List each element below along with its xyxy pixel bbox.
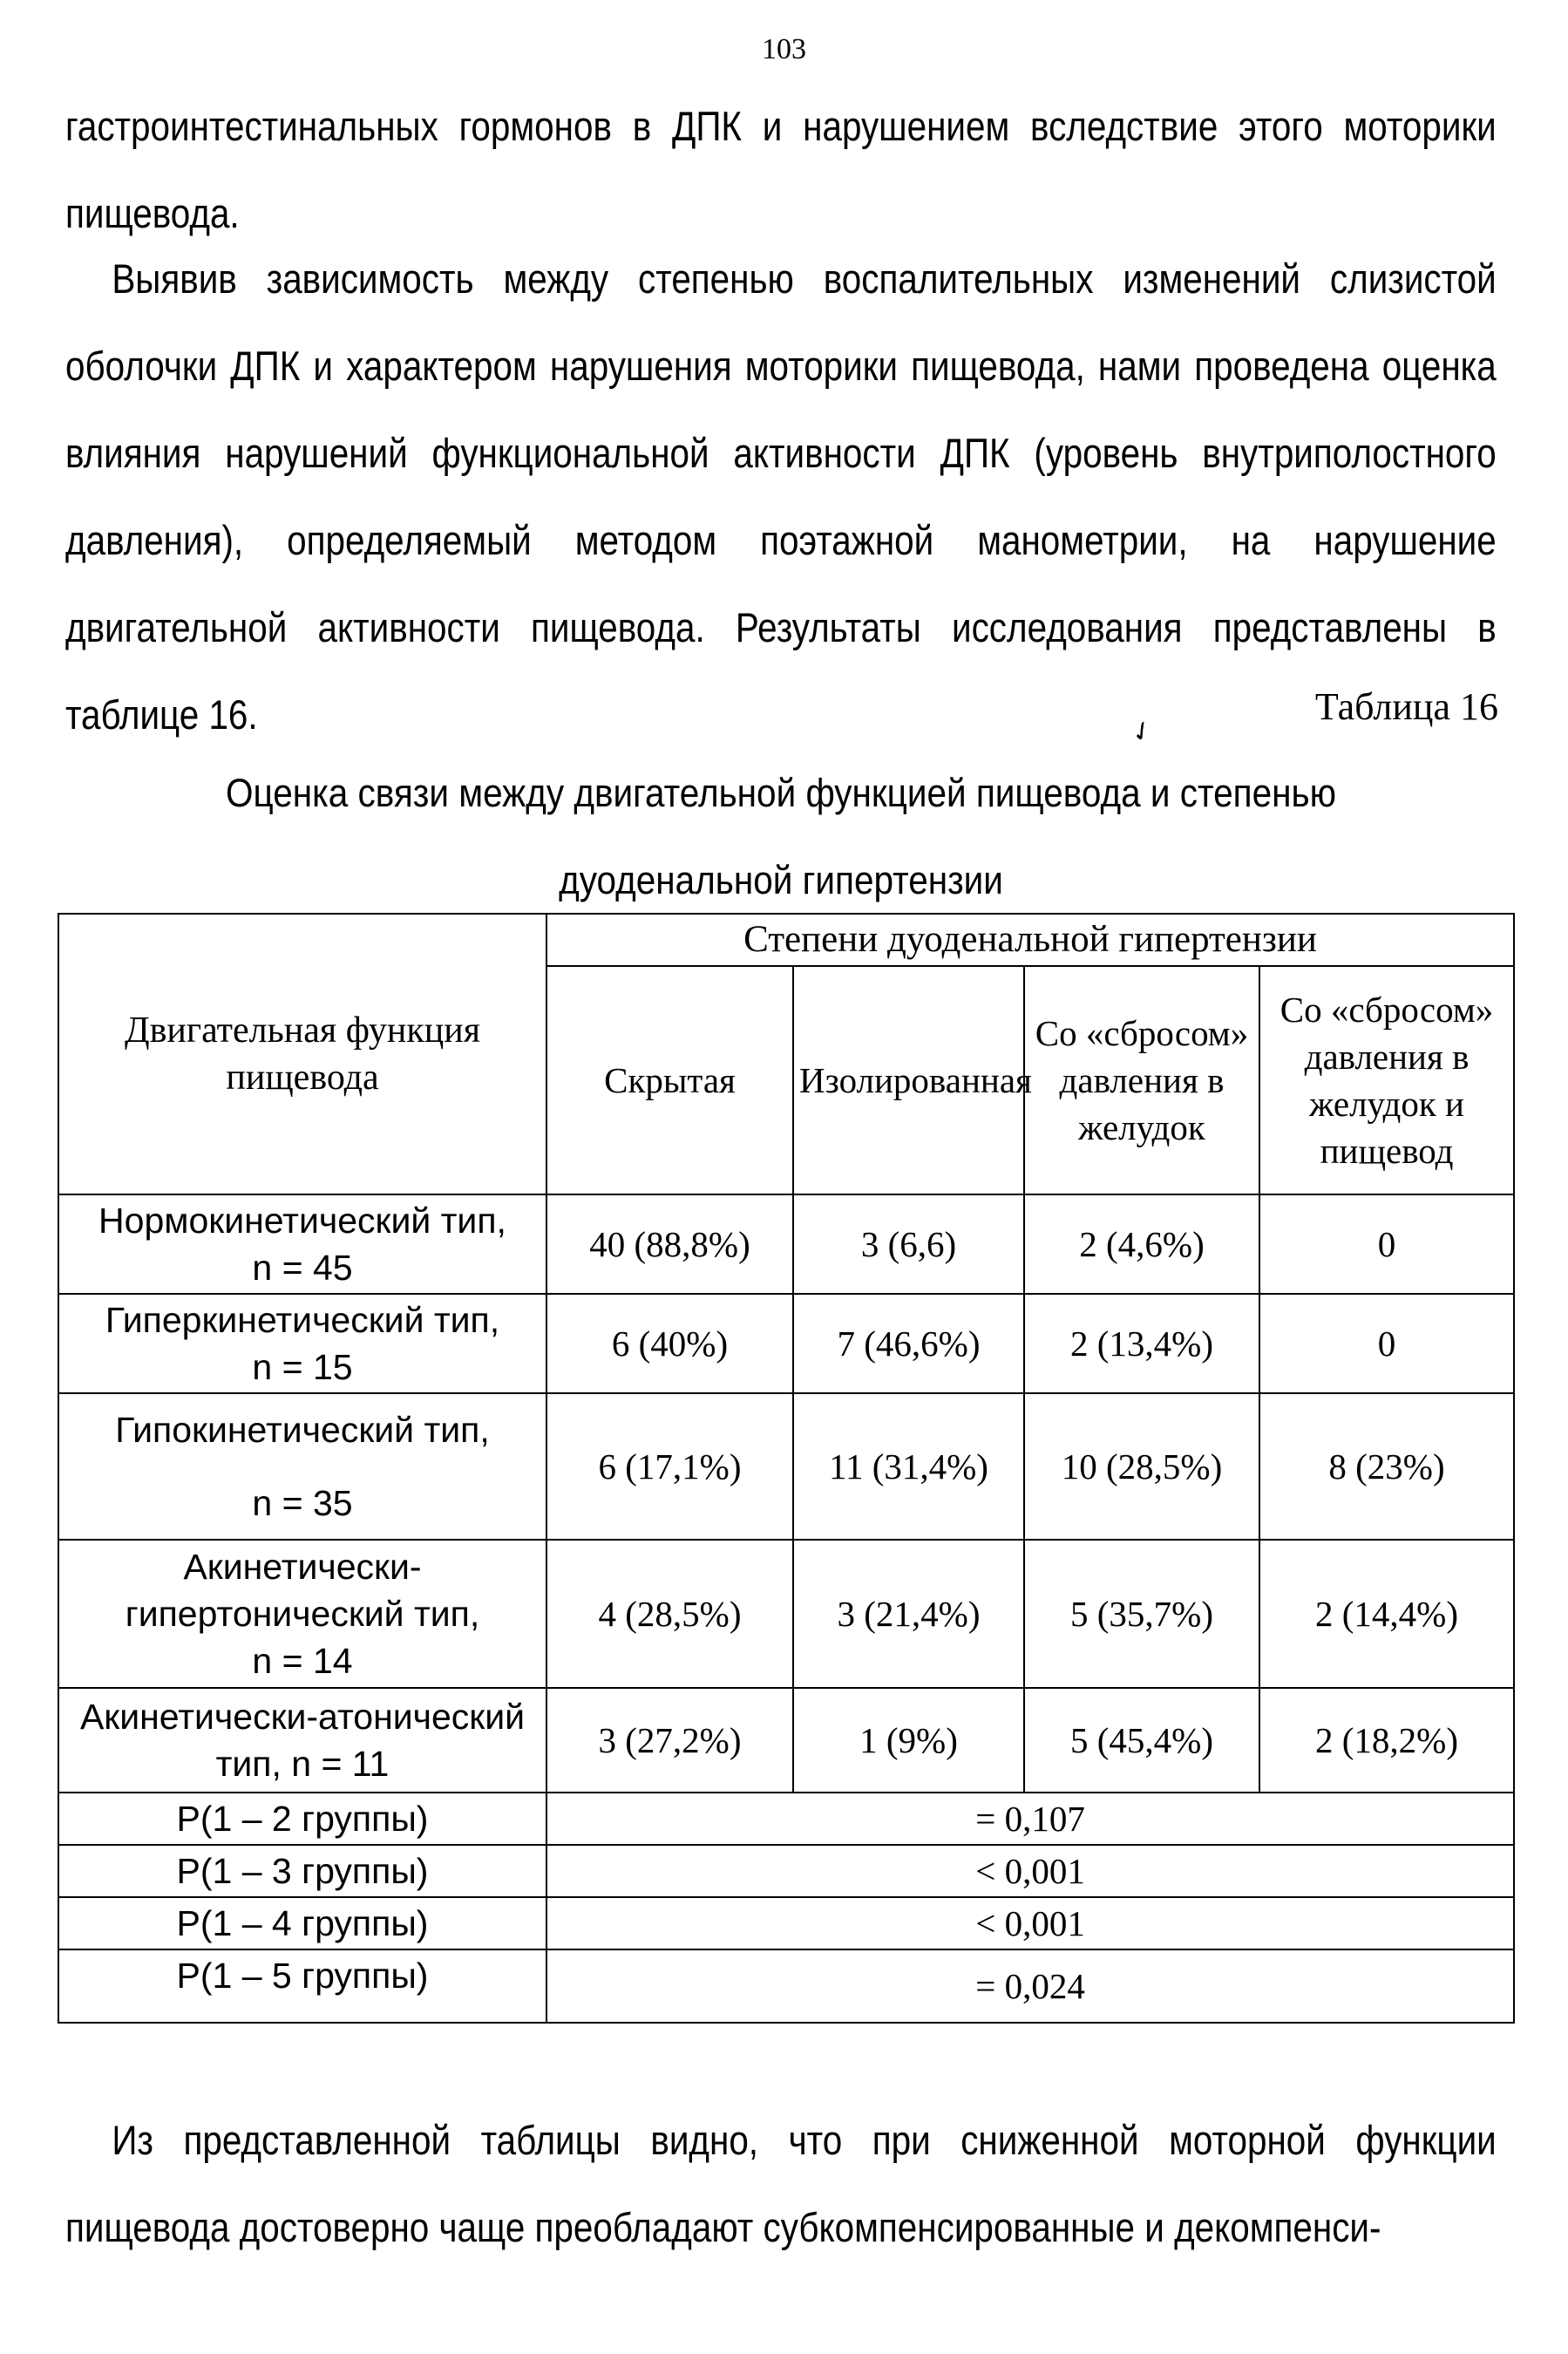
table-row — [58, 1688, 1514, 1793]
table-cell: 10 (28,5%) — [1024, 1393, 1259, 1540]
p-value-row — [58, 1845, 1514, 1897]
row-label — [58, 1688, 546, 1793]
table-row — [58, 1194, 1514, 1294]
row-type: Акинетически-гипертонический тип, — [125, 1547, 480, 1634]
column-header: Изолированная — [793, 966, 1024, 1194]
column-header: Со «сбросом» давления в желудок — [1024, 966, 1259, 1194]
column-header: Со «сбросом» давления в желудок и пищевод — [1259, 966, 1514, 1194]
table-cell: 0 — [1259, 1294, 1514, 1393]
table-cell: 8 (23%) — [1259, 1393, 1514, 1540]
row-n: n = 35 — [252, 1483, 353, 1523]
table-row — [58, 1294, 1514, 1393]
row-type: Нормокинетический тип, — [98, 1201, 506, 1241]
p-value: = 0,024 — [546, 1949, 1514, 2023]
p-value: < 0,001 — [546, 1897, 1514, 1949]
p-value-label: P(1 – 5 группы) — [58, 1949, 546, 2023]
paragraph-method: Выявив зависимость между степенью воспалительных изменений слизистой оболочки ДПК и характером нарушения моторики пищевода, нами проведена оценка влияния нарушений функциональной активности ДПК (уровень внутриполостного давления), определяемый методом поэтажной манометрии, на нарушение двигательной активности пищевода. Результаты исследования представлены в таблице 16. — [65, 255, 1497, 738]
row-label — [58, 1294, 546, 1393]
check-mark: ✓ — [1125, 713, 1159, 751]
table-cell: 3 (27,2%) — [546, 1688, 793, 1793]
table-cell: 2 (4,6%) — [1024, 1194, 1259, 1294]
row-type: Гиперкинетический тип, — [105, 1300, 500, 1340]
p-value-label: P(1 – 2 группы) — [58, 1793, 546, 1845]
page-number: 103 — [762, 33, 806, 65]
table-cell: 4 (28,5%) — [546, 1540, 793, 1688]
table-cell: 7 (46,6%) — [793, 1294, 1024, 1393]
table-header-row — [58, 914, 1514, 966]
p-value: = 0,107 — [546, 1793, 1514, 1845]
table-cell: 2 (13,4%) — [1024, 1294, 1259, 1393]
table-cell: 2 (18,2%) — [1259, 1688, 1514, 1793]
p-value: < 0,001 — [546, 1845, 1514, 1897]
table-cell: 3 (21,4%) — [793, 1540, 1024, 1688]
group-header-cell: Степени дуоденальной гипертензии — [546, 914, 1514, 966]
table-row — [58, 1540, 1514, 1688]
row-n: n = 15 — [252, 1347, 353, 1387]
row-n: n = 14 — [252, 1641, 353, 1681]
table-cell: 5 (45,4%) — [1024, 1688, 1259, 1793]
results-table — [58, 913, 1515, 2024]
table-cell: 2 (14,4%) — [1259, 1540, 1514, 1688]
table-cell: 11 (31,4%) — [793, 1393, 1024, 1540]
p-value-label: P(1 – 4 группы) — [58, 1897, 546, 1949]
table-cell: 40 (88,8%) — [546, 1194, 793, 1294]
row-type: Гипокинетический тип, — [115, 1410, 490, 1450]
table-cell: 6 (17,1%) — [546, 1393, 793, 1540]
table-cell: 3 (6,6) — [793, 1194, 1024, 1294]
table-cell: 0 — [1259, 1194, 1514, 1294]
paragraph-conclusion: Из представленной таблицы видно, что при сниженной моторной функции пищевода достоверно чаще преобладают субкомпенсированные и декомпенси- — [65, 2117, 1497, 2250]
table-cell: 5 (35,7%) — [1024, 1540, 1259, 1688]
table-label: Таблица 16 — [1314, 685, 1498, 728]
row-label — [58, 1393, 546, 1540]
p-value-row — [58, 1793, 1514, 1845]
p-value-row — [58, 1897, 1514, 1949]
row-type: Акинетически-атонический тип, n = 11 — [79, 1697, 526, 1784]
table-cell: 6 (40%) — [546, 1294, 793, 1393]
table-caption: Оценка связи между двигательной функцией пищевода и степенью дуоденальной гипертензии — [226, 771, 1336, 902]
row-n: n = 45 — [252, 1248, 353, 1288]
paragraph-continuation: гастроинтестинальных гормонов в ДПК и нарушением вследствие этого моторики пищевода. — [65, 103, 1497, 236]
table-row — [58, 1393, 1514, 1540]
row-header-cell: Двигательная функция пищевода — [58, 914, 546, 1194]
p-value-label: P(1 – 3 группы) — [58, 1845, 546, 1897]
row-label — [58, 1194, 546, 1294]
row-label — [58, 1540, 546, 1688]
p-value-row — [58, 1949, 1514, 2023]
column-header: Скрытая — [546, 966, 793, 1194]
table-cell: 1 (9%) — [793, 1688, 1024, 1793]
